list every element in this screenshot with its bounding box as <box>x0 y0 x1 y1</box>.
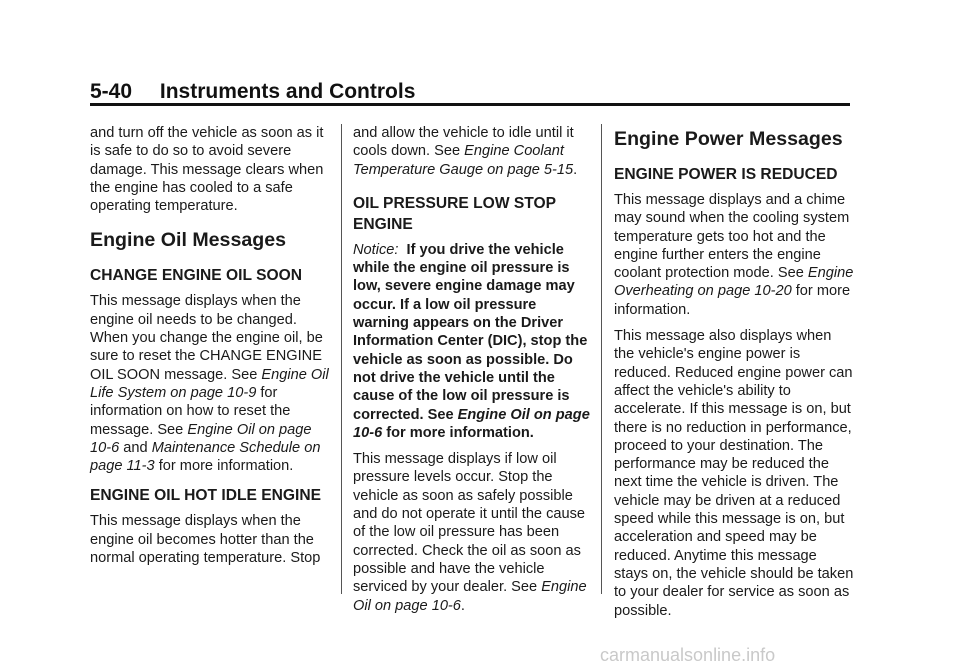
notice-text: If you drive the vehicle while the engine oil pressure is low, severe engine damage may occur. If a low oil pressure warning appears on the Driver Information Center (DIC), stop the vehicle as soon as possible. Do not drive the vehicle until the cause of the low oil pressure is corrected. See <box>353 241 588 423</box>
paragraph: This message also displays when the vehicle's engine power is reduced. Reduced engine power can affect the vehicle's ability to accelerate. If this message is on, but there is no reduction in performance, proceed to your destination. The performance may be reduced the next time the vehicle is driven. The vehicle may be driven at a reduced speed while this message is on, but acceleration and speed may be reduced. Anytime this message stays on, the vehicle should be taken to your dealer for service as soon as possible. <box>614 328 854 619</box>
text: for information on how to reset the message. See <box>90 384 291 438</box>
paragraph: and turn off the vehicle as soon as it is safe to do so to avoid severe damage. This message clears when the engine has cooled to a safe operating temperature. <box>90 125 324 215</box>
cross-reference-link[interactable]: Engine Oil Life System on page 10-9 <box>90 366 329 401</box>
notice-label: Notice: <box>353 241 399 258</box>
cross-reference-link[interactable]: Engine Oil on page 10-6 <box>353 406 590 441</box>
header-rule <box>90 103 850 106</box>
notice-paragraph <box>353 241 593 442</box>
text: for more information. <box>614 283 851 318</box>
cross-reference-link[interactable]: Engine Oil on page 10-6 <box>90 421 312 456</box>
text: and <box>119 439 152 456</box>
heading-oil-pressure-low: OIL PRESSURE LOW STOP ENGINE <box>353 194 556 233</box>
section-title: Instruments and Controls <box>159 80 416 103</box>
cross-reference-link[interactable]: Maintenance Schedule on page 11-3 <box>90 439 321 475</box>
heading-engine-power-messages: Engine Power Messages <box>614 128 843 150</box>
paragraph <box>90 292 332 475</box>
column-divider-1 <box>341 124 342 594</box>
text: This message displays when the engine oil needs to be changed. When you change the engine oil, be sure to reset the CHANGE ENGINE OIL SOON message. See <box>90 293 323 383</box>
text: . <box>460 597 465 614</box>
cross-reference-link[interactable]: Engine Oil on page 10-6 <box>353 579 587 614</box>
text: This message displays and a chime may sound when the cooling system temperature gets too hot and the engine further enters the engine coolant protection mode. See <box>614 192 850 282</box>
heading-engine-oil-messages: Engine Oil Messages <box>90 229 287 252</box>
text: for more information. <box>154 458 294 475</box>
text: This message displays if low oil pressure levels occur. Stop the vehicle as soon as safely possible and do not operate it until the cause of the low oil pressure has been corrected. Check the oil as soon as possible and have the vehicle serviced by your dealer. See <box>353 451 586 596</box>
paragraph <box>353 450 593 615</box>
cross-reference-link[interactable]: Engine Coolant Temperature Gauge on page 5-15 <box>353 143 574 178</box>
column-1 <box>90 124 332 575</box>
cross-reference-link[interactable]: Engine Overheating on page 10-20 <box>614 265 854 300</box>
text: and allow the vehicle to idle until it cools down. See <box>353 125 574 160</box>
watermark: carmanualsonline.info <box>600 645 776 665</box>
page-header <box>90 80 415 104</box>
column-divider-2 <box>601 124 602 594</box>
page-number: 5-40 <box>90 80 133 103</box>
text: . <box>573 161 578 178</box>
column-2 <box>353 124 593 623</box>
heading-engine-power-reduced: ENGINE POWER IS REDUCED <box>614 166 838 183</box>
notice-end: for more information. <box>382 424 534 441</box>
paragraph: This message displays when the engine oil becomes hotter than the normal operating temperature. Stop <box>90 513 321 567</box>
paragraph <box>614 191 854 319</box>
paragraph <box>353 124 593 179</box>
column-3 <box>614 124 854 628</box>
heading-engine-oil-hot-idle: ENGINE OIL HOT IDLE ENGINE <box>90 487 322 505</box>
heading-change-engine-oil-soon: CHANGE ENGINE OIL SOON <box>90 267 302 285</box>
